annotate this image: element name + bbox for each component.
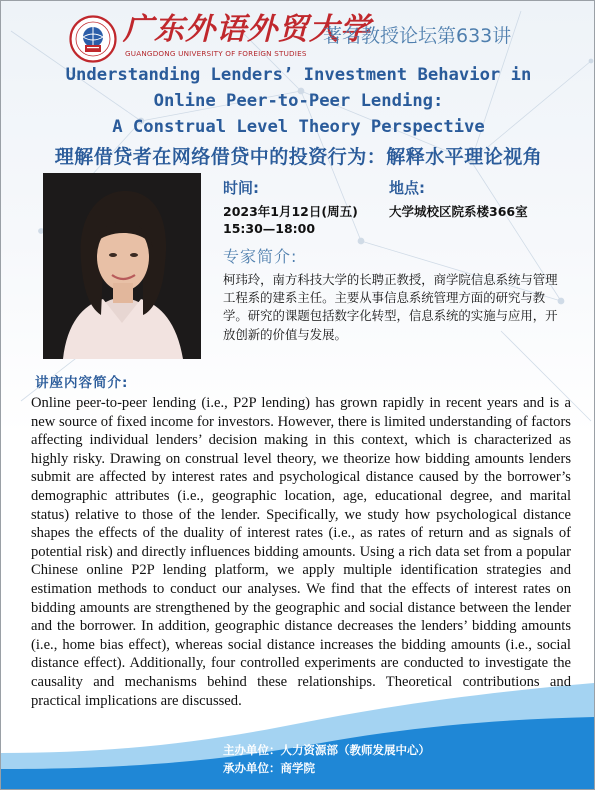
university-name-cn: 广东外语外贸大学: [123, 12, 371, 47]
event-venue: 大学城校区院系楼366室: [389, 204, 528, 219]
organizer-text: 主办单位：人力资源部（教师发展中心）: [223, 743, 430, 757]
university-logo-emblem: [69, 15, 117, 63]
talk-title-en: [11, 62, 586, 140]
forum-series-title: 著名教授论坛第633讲: [323, 25, 512, 47]
speaker-photo: [43, 173, 201, 359]
talk-abstract: Online peer-to-peer lending (i.e., P2P lending) has grown rapidly in recent years and is a new source of fixed income for investors. However, there is limited understanding of factors affecting individual lenders’ decision making in this context, which is characterized as highly risky. Drawing on construal level theory, we theorize how bidding amounts lenders submit are affected by interest rates and psychological distance caused by the borrower’s demographic attributes (i.e., geographic location, age, educational degree, and marital status) relative to those of the lender. Specifically, we study how psychological distance shapes the effects of the duality of interest rates (i.e., as rates of return and as signals of potential risk) and directly influences bidding amounts. Using a rich data set from a popular Chinese online P2P lending platform, we apply multiple identification strategies and estimation methods to conduct our analyses. We find that the effects of interest rates on bidding amounts are strengthened by the geographic and social distance between the lender and the borrower. In addition, geographic distance decreases the lenders’ bidding amounts (i.e., home bias effect), whereas social distance increases the bidding amounts (i.e., social distance effect). Additionally, four controlled experiments are conducted to investigate the causality and mechanisms behind these relationships. Theoretical contributions and practical implications are discussed.: [31, 395, 571, 709]
speaker-section-heading: 专家简介:: [223, 247, 298, 266]
place-label: 地点:: [389, 179, 425, 197]
speaker-portrait: [43, 173, 201, 359]
time-label: 时间:: [223, 179, 259, 197]
abstract-section-heading: 讲座内容简介:: [35, 375, 129, 391]
event-hours: 15:30—18:00: [223, 221, 316, 236]
university-name-en: GUANGDONG UNIVERSITY OF FOREIGN STUDIES: [125, 49, 307, 58]
talk-title-cn: 理解借贷者在网络借贷中的投资行为：解释水平理论视角: [54, 146, 543, 168]
speaker-bio: 柯玮玲，南方科技大学的长聘正教授，商学院信息系统与管理工程系的建系主任。主要从事信息系统管理方面的研究与教学。研究的课题包括数字化转型，信息系统的实施与应用，开放创新的价值与发展。: [223, 272, 558, 342]
cohost-text: 承办单位：商学院: [223, 761, 315, 775]
event-date: 2023年1月12日(周五): [223, 204, 358, 219]
talk-title-en-line: A Construal Level Theory Perspective: [112, 117, 485, 137]
talk-title-en-line: Understanding Lenders’ Investment Behavior in: [65, 65, 532, 85]
talk-title-en-line: Online Peer-to-Peer Lending:: [153, 91, 444, 111]
